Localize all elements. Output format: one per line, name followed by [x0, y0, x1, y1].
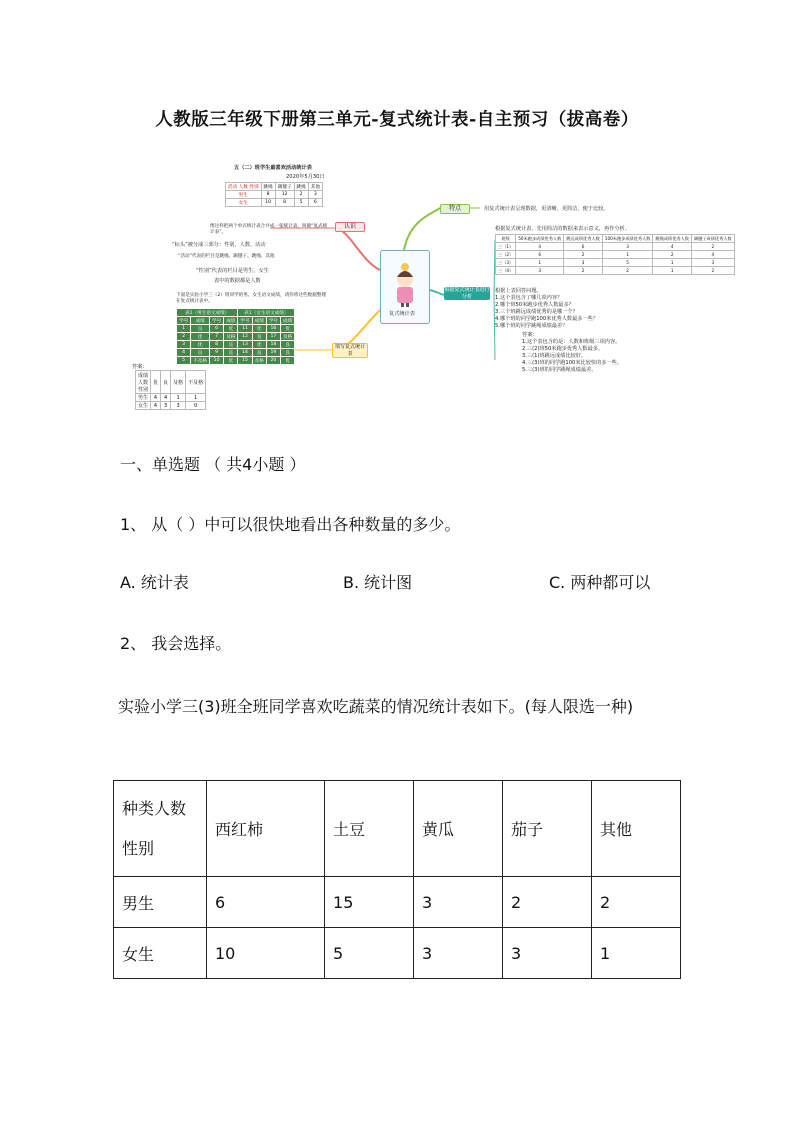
page-title: 人教版三年级下册第三单元-复式统计表-自主预习（拔高卷）: [155, 110, 639, 130]
fill-cell: 17: [266, 333, 280, 341]
analyze-cell: 1: [516, 259, 564, 267]
answer-row-label: 女生: [136, 402, 151, 410]
question-1-stem: 1、 从（ ）中可以很快地看出各种数量的多少。: [120, 515, 461, 534]
analyze-question: 2.哪个班50米跑步优秀人数最多？: [495, 302, 574, 308]
analyze-cell: 1: [653, 259, 692, 267]
top-cell: 6: [308, 199, 322, 207]
fill-cell: 优: [191, 333, 210, 341]
fill-cell: 8: [210, 341, 224, 349]
question-2-description: 实验小学三(3)班全班同学喜欢吃蔬菜的情况统计表如下。(每人限选一种): [118, 697, 634, 716]
fill-cell: 良: [191, 349, 210, 357]
fill-cell: 优: [224, 325, 238, 333]
analyze-cell: 2: [564, 251, 603, 259]
corner-top-label: 种类人数: [122, 798, 187, 818]
analyze-table: [495, 234, 735, 275]
top-cell: 3: [308, 191, 322, 199]
analyze-answer: 5.三(3)班的同学跳绳成绩最差。: [522, 367, 597, 373]
fill-cell: 20: [266, 357, 280, 365]
answer-cell: 4: [151, 402, 161, 410]
answer-col: 良: [161, 371, 171, 394]
table-cell: 10: [207, 928, 325, 979]
answer-col: 不及格: [186, 371, 206, 394]
fill-cell: 良: [191, 325, 210, 333]
analyze-question: 4.哪个班的同学跑100米优秀人数最多一些？: [495, 316, 599, 322]
recognize-note: “标头”被分成三部分：性别、人数、活动: [172, 242, 266, 248]
analyze-answer: 2.三(2)班50米跑步优秀人数最多。: [522, 346, 604, 352]
question-1-option-b[interactable]: B. 统计图: [343, 573, 413, 592]
analyze-answer: 4.三(3)班的同学跑100米比较快的多一些。: [522, 360, 623, 366]
analyze-cell: 三（2）: [496, 251, 516, 259]
analyze-cell: 1: [602, 251, 653, 259]
answer-cell: 3: [161, 402, 171, 410]
table-row: [114, 877, 681, 928]
analyze-cell: 3: [602, 243, 653, 251]
student-figure-icon: [382, 255, 428, 307]
analyze-intro: 根据复式统计表，先用简洁的数据来表示意义，再作分析。: [495, 226, 630, 232]
fill-head: 学号: [177, 317, 191, 325]
top-cell: 12: [275, 191, 294, 199]
fill-cell: 2: [177, 333, 191, 341]
table-corner-header: [114, 781, 207, 877]
fill-cell: 18: [266, 341, 280, 349]
top-cell: 10: [261, 199, 275, 207]
answer-row-label: 男生: [136, 394, 151, 402]
recognize-note: “性别”代表的栏目是男生、女生: [196, 268, 269, 274]
analyze-cell: 三（4）: [496, 267, 516, 275]
fill-head: 成绩: [252, 317, 266, 325]
fill-head: 成绩: [224, 317, 238, 325]
fill-head: 学号: [238, 317, 252, 325]
analyze-cell: 三（1）: [496, 243, 516, 251]
column-header: 土豆: [325, 781, 414, 877]
analyze-cell: 三（3）: [496, 259, 516, 267]
analyze-cell: 5: [602, 259, 653, 267]
fill-head: 学号: [210, 317, 224, 325]
fill-head: 成绩: [281, 317, 295, 325]
analyze-cell: 3: [516, 267, 564, 275]
fill-cell: 优: [281, 325, 295, 333]
table-cell: 3: [414, 928, 503, 979]
answer-corner: 成绩 人数 性别: [136, 371, 151, 394]
top-col: 踢毽子: [275, 183, 294, 191]
analyze-cell: 2: [653, 251, 692, 259]
analyze-cell: 6: [516, 251, 564, 259]
top-cell: 2: [294, 191, 308, 199]
fill-cell: 9: [210, 349, 224, 357]
analyze-answer: 1.这个表包含的是：人数和班级三项内容。: [522, 339, 621, 345]
fill-cell: 优: [252, 325, 266, 333]
recognize-note: 像这样把两个单式统计表合并成一张统计表，叫做“复式统计表”。: [210, 224, 328, 236]
table-row: [114, 928, 681, 979]
fill-cell: 良: [281, 349, 295, 357]
question-1-option-a[interactable]: A. 统计表: [120, 573, 189, 592]
analyze-cell: 4: [691, 251, 734, 259]
top-col: 跳绳: [261, 183, 275, 191]
fill-table: [176, 308, 295, 365]
analyze-cell: 6: [564, 243, 603, 251]
analyze-col: 跳绳成绩优秀人数: [653, 235, 692, 243]
center-card: [380, 250, 430, 324]
table-cell: 1: [591, 928, 680, 979]
fill-cell: 16: [266, 325, 280, 333]
fill-cell: 15: [238, 357, 252, 365]
fill-title: 表1（女生语文成绩）: [238, 309, 295, 317]
fill-cell: 优: [191, 341, 210, 349]
analyze-cell: 2: [564, 267, 603, 275]
question-1-option-c[interactable]: C. 两种都可以: [549, 573, 651, 592]
column-header: 黄瓜: [414, 781, 503, 877]
fill-cell: 良: [252, 349, 266, 357]
fill-intro: 下面是实验小学三（2）班同学的男、女生语文成绩，请你将这些数据整理在复式统计表中。: [176, 293, 326, 305]
feature-text: 用复式统计表呈现数据，更清晰、更简洁，便于比较。: [484, 206, 609, 212]
fill-cell: 良: [224, 341, 238, 349]
top-cell: 8: [275, 199, 294, 207]
fill-cell: 良: [281, 341, 295, 349]
top-table-date: 2020年5月30日: [286, 174, 325, 180]
fill-cell: 1: [177, 325, 191, 333]
top-row-label: 男生: [226, 191, 262, 199]
recognize-note: “活动”代表的栏目是跳绳、踢毽子、跳绳、其他: [178, 254, 275, 259]
top-table: [225, 182, 323, 207]
answer-table: [135, 370, 206, 410]
answer-label: 答案：: [132, 364, 148, 370]
fill-cell: 7: [210, 333, 224, 341]
fill-cell: 14: [238, 349, 252, 357]
table-cell: 2: [591, 877, 680, 928]
section-heading: 一、单选题 （ 共4小题 ）: [120, 455, 306, 474]
question-2-stem: 2、 我会选择。: [120, 634, 232, 653]
top-table-caption: 五（二）班学生最喜欢活动统计表: [234, 165, 312, 171]
fill-title: 表1（男生语文成绩）: [177, 309, 238, 317]
fill-cell: 良: [252, 333, 266, 341]
corner-bottom-label: 性别: [122, 838, 155, 858]
branch-recognize: 认识: [335, 222, 365, 232]
branch-fill: 填写复式统计表: [332, 343, 368, 358]
analyze-col: 跳远成绩优秀人数: [564, 235, 603, 243]
analyze-answer: 答案：: [522, 332, 538, 338]
mind-map: [110, 160, 732, 416]
analyze-cell: 4: [653, 243, 692, 251]
answer-cell: 1: [186, 394, 206, 402]
analyze-cell: 4: [516, 243, 564, 251]
fill-head: 成绩: [191, 317, 210, 325]
answer-col: 优: [151, 371, 161, 394]
answer-cell: 0: [186, 402, 206, 410]
answer-cell: 4: [161, 394, 171, 402]
fill-cell: 良: [224, 349, 238, 357]
fill-cell: 优: [281, 357, 295, 365]
fill-cell: 11: [238, 325, 252, 333]
fill-head: 学号: [266, 317, 280, 325]
center-label: 复式统计表: [389, 311, 415, 317]
fill-cell: 12: [238, 333, 252, 341]
analyze-cell: 2: [691, 243, 734, 251]
top-row-label: 女生: [226, 199, 262, 207]
analyze-col: 班级: [496, 235, 516, 243]
fill-cell: 及格: [224, 333, 238, 341]
analyze-col: 50米跑步成绩优秀人数: [516, 235, 564, 243]
row-label: 男生: [114, 877, 207, 928]
analyze-cell: 1: [653, 267, 692, 275]
fill-cell: 5: [177, 357, 191, 365]
fill-cell: 6: [210, 325, 224, 333]
branch-analyze: 根据复式统计表进行分析: [444, 287, 490, 300]
fill-cell: 13: [238, 341, 252, 349]
analyze-question: 3.三个班跳远成绩优秀的是哪一个？: [495, 309, 578, 315]
analyze-col: 100米跑步成绩优秀人数: [602, 235, 653, 243]
table-cell: 5: [325, 928, 414, 979]
answer-cell: 4: [151, 394, 161, 402]
top-col: 跳绳: [294, 183, 308, 191]
table-cell: 2: [503, 877, 592, 928]
table-cell: 3: [414, 877, 503, 928]
column-header: 西红柿: [207, 781, 325, 877]
answer-col: 及格: [171, 371, 186, 394]
analyze-question: 1.这个表包含了哪几项内容？: [495, 295, 563, 301]
table-cell: 3: [503, 928, 592, 979]
fill-cell: 优: [252, 341, 266, 349]
analyze-cell: 3: [564, 259, 603, 267]
analyze-cell: 3: [691, 259, 734, 267]
table-cell: 15: [325, 877, 414, 928]
row-label: 女生: [114, 928, 207, 979]
branch-features: 特点: [440, 204, 470, 214]
analyze-question: 5.哪个班的同学跳绳成绩最差？: [495, 323, 568, 329]
recognize-note: 表中的数据都是人数: [214, 278, 261, 284]
table-cell: 6: [207, 877, 325, 928]
vegetable-table: [113, 780, 681, 979]
analyze-col: 踢毽子成绩优秀人数: [691, 235, 734, 243]
fill-cell: 10: [210, 357, 224, 365]
analyze-cell: 2: [602, 267, 653, 275]
answer-cell: 3: [171, 402, 186, 410]
fill-cell: 及格: [252, 357, 266, 365]
top-corner: 活动 人数 性别: [226, 183, 262, 191]
fill-cell: 优: [224, 357, 238, 365]
fill-cell: 及格: [281, 333, 295, 341]
analyze-answer: 3.三(1)班跳远成绩比较好。: [522, 353, 587, 359]
fill-cell: 4: [177, 349, 191, 357]
fill-cell: 3: [177, 341, 191, 349]
column-header: 其他: [591, 781, 680, 877]
answer-cell: 1: [171, 394, 186, 402]
fill-cell: 19: [266, 349, 280, 357]
top-col: 其他: [308, 183, 322, 191]
analyze-cell: 2: [691, 267, 734, 275]
column-header: 茄子: [503, 781, 592, 877]
analyze-question: 根据上表回答问题。: [495, 288, 542, 294]
top-cell: 8: [261, 191, 275, 199]
fill-cell: 不及格: [191, 357, 210, 365]
top-cell: 5: [294, 199, 308, 207]
